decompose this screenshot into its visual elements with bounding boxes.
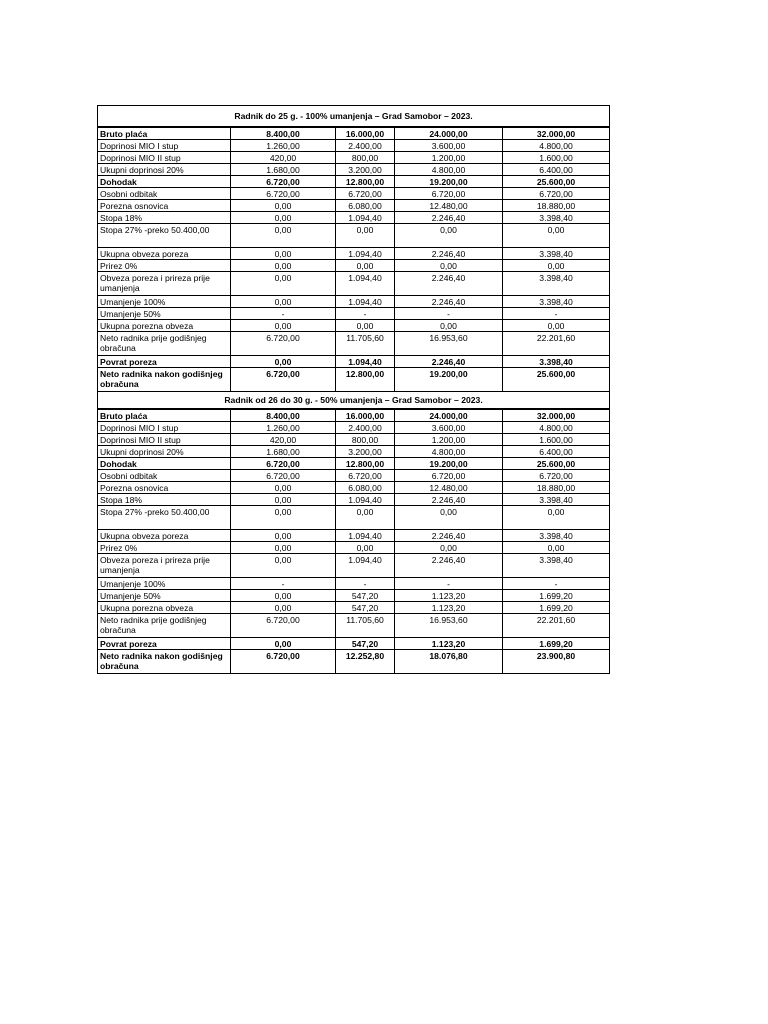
value-cell: 18.076,80: [395, 650, 503, 674]
value-cell: 23.900,80: [503, 650, 610, 674]
value-cell: 0,00: [231, 224, 336, 248]
value-cell: 0,00: [395, 542, 503, 554]
table-row: [98, 494, 610, 506]
value-cell: 0,00: [503, 224, 610, 248]
value-cell: 3.398,40: [503, 272, 610, 296]
table-row: [98, 212, 610, 224]
table-row: [98, 409, 610, 422]
value-cell: 3.398,40: [503, 494, 610, 506]
value-cell: 12.800,00: [336, 368, 395, 392]
value-cell: 22.201,60: [503, 614, 610, 638]
value-cell: 1.123,20: [395, 602, 503, 614]
value-cell: -: [395, 578, 503, 590]
value-cell: 1.094,40: [336, 296, 395, 308]
value-cell: 1.260,00: [231, 140, 336, 152]
value-cell: 25.600,00: [503, 458, 610, 470]
value-cell: 547,20: [336, 590, 395, 602]
value-cell: 2.400,00: [336, 140, 395, 152]
row-label: Ukupna porezna obveza: [98, 602, 231, 614]
value-cell: 800,00: [336, 152, 395, 164]
row-label: Stopa 27% -preko 50.400,00: [98, 506, 231, 530]
table-row: [98, 554, 610, 578]
value-cell: 16.953,60: [395, 614, 503, 638]
value-cell: -: [231, 308, 336, 320]
value-cell: 32.000,00: [503, 409, 610, 422]
row-label: Ukupni doprinosi 20%: [98, 446, 231, 458]
row-label: Obveza poreza i prireza prije umanjenja: [98, 272, 231, 296]
value-cell: 0,00: [231, 320, 336, 332]
value-cell: 2.246,40: [395, 248, 503, 260]
section-title: Radnik do 25 g. - 100% umanjenja – Grad Samobor – 2023.: [98, 106, 610, 128]
value-cell: 19.200,00: [395, 458, 503, 470]
table-row: [98, 446, 610, 458]
table-row: [98, 368, 610, 392]
value-cell: 1.600,00: [503, 434, 610, 446]
value-cell: 1.260,00: [231, 422, 336, 434]
table-row: [98, 506, 610, 530]
value-cell: 2.400,00: [336, 422, 395, 434]
value-cell: 6.720,00: [503, 188, 610, 200]
row-label: Ukupni doprinosi 20%: [98, 164, 231, 176]
value-cell: 16.953,60: [395, 332, 503, 356]
value-cell: 22.201,60: [503, 332, 610, 356]
value-cell: -: [336, 578, 395, 590]
value-cell: 2.246,40: [395, 296, 503, 308]
row-label: Umanjenje 100%: [98, 296, 231, 308]
value-cell: 1.094,40: [336, 272, 395, 296]
value-cell: 0,00: [395, 224, 503, 248]
value-cell: 0,00: [231, 482, 336, 494]
value-cell: 6.720,00: [395, 470, 503, 482]
table-row: [98, 530, 610, 542]
value-cell: 24.000,00: [395, 409, 503, 422]
value-cell: 0,00: [395, 260, 503, 272]
value-cell: 19.200,00: [395, 176, 503, 188]
table-row: [98, 260, 610, 272]
value-cell: 8.400,00: [231, 409, 336, 422]
value-cell: 0,00: [231, 590, 336, 602]
value-cell: 1.094,40: [336, 356, 395, 368]
value-cell: 0,00: [503, 320, 610, 332]
row-label: Bruto plaća: [98, 127, 231, 140]
value-cell: 12.800,00: [336, 176, 395, 188]
value-cell: 4.800,00: [503, 140, 610, 152]
value-cell: 0,00: [231, 494, 336, 506]
value-cell: 3.398,40: [503, 212, 610, 224]
value-cell: -: [395, 308, 503, 320]
value-cell: 6.720,00: [336, 470, 395, 482]
value-cell: 800,00: [336, 434, 395, 446]
table-row: [98, 164, 610, 176]
table-row: [98, 272, 610, 296]
value-cell: 1.094,40: [336, 248, 395, 260]
value-cell: 1.680,00: [231, 164, 336, 176]
value-cell: 16.000,00: [336, 409, 395, 422]
row-label: Prirez 0%: [98, 260, 231, 272]
row-label: Povrat poreza: [98, 638, 231, 650]
row-label: Obveza poreza i prireza prije umanjenja: [98, 554, 231, 578]
value-cell: 0,00: [231, 260, 336, 272]
value-cell: 0,00: [231, 530, 336, 542]
value-cell: 3.600,00: [395, 422, 503, 434]
row-label: Stopa 18%: [98, 212, 231, 224]
row-label: Umanjenje 50%: [98, 590, 231, 602]
row-label: Ukupna obveza poreza: [98, 530, 231, 542]
table-row: [98, 422, 610, 434]
value-cell: 1.094,40: [336, 530, 395, 542]
value-cell: 3.398,40: [503, 248, 610, 260]
value-cell: 0,00: [336, 320, 395, 332]
value-cell: 0,00: [231, 602, 336, 614]
value-cell: 24.000,00: [395, 127, 503, 140]
row-label: Dohodak: [98, 176, 231, 188]
value-cell: 0,00: [231, 506, 336, 530]
value-cell: 0,00: [503, 506, 610, 530]
value-cell: 1.123,20: [395, 638, 503, 650]
value-cell: 12.480,00: [395, 482, 503, 494]
value-cell: 18.880,00: [503, 200, 610, 212]
row-label: Prirez 0%: [98, 542, 231, 554]
value-cell: 0,00: [231, 638, 336, 650]
value-cell: -: [503, 578, 610, 590]
section-header-row: [98, 106, 610, 128]
value-cell: 4.800,00: [395, 164, 503, 176]
row-label: Doprinosi MIO II stup: [98, 152, 231, 164]
value-cell: 3.200,00: [336, 164, 395, 176]
row-label: Neto radnika prije godišnjeg obračuna: [98, 332, 231, 356]
row-label: Ukupna obveza poreza: [98, 248, 231, 260]
row-label: Dohodak: [98, 458, 231, 470]
table-row: [98, 248, 610, 260]
value-cell: 1.200,00: [395, 152, 503, 164]
row-label: Osobni odbitak: [98, 188, 231, 200]
value-cell: 1.094,40: [336, 212, 395, 224]
table-row: [98, 650, 610, 674]
table-row: [98, 482, 610, 494]
value-cell: 0,00: [231, 200, 336, 212]
value-cell: 6.720,00: [231, 176, 336, 188]
value-cell: 2.246,40: [395, 494, 503, 506]
value-cell: 0,00: [395, 506, 503, 530]
row-label: Stopa 18%: [98, 494, 231, 506]
value-cell: 8.400,00: [231, 127, 336, 140]
table-row: [98, 320, 610, 332]
value-cell: 0,00: [336, 506, 395, 530]
value-cell: 19.200,00: [395, 368, 503, 392]
value-cell: 1.699,20: [503, 602, 610, 614]
row-label: Neto radnika nakon godišnjeg obračuna: [98, 650, 231, 674]
value-cell: 2.246,40: [395, 530, 503, 542]
value-cell: 6.720,00: [231, 614, 336, 638]
value-cell: 11.705,60: [336, 614, 395, 638]
table-row: [98, 308, 610, 320]
row-label: Bruto plaća: [98, 409, 231, 422]
value-cell: 4.800,00: [503, 422, 610, 434]
table-row: [98, 296, 610, 308]
value-cell: 1.094,40: [336, 554, 395, 578]
value-cell: 0,00: [231, 272, 336, 296]
value-cell: 3.398,40: [503, 554, 610, 578]
table-row: [98, 602, 610, 614]
value-cell: -: [231, 578, 336, 590]
value-cell: 12.252,80: [336, 650, 395, 674]
row-label: Porezna osnovica: [98, 482, 231, 494]
value-cell: 25.600,00: [503, 176, 610, 188]
value-cell: 6.400,00: [503, 164, 610, 176]
row-label: Umanjenje 50%: [98, 308, 231, 320]
value-cell: 6.720,00: [231, 332, 336, 356]
tax-calculation-table: [97, 105, 610, 674]
value-cell: 6.720,00: [231, 470, 336, 482]
value-cell: 0,00: [231, 296, 336, 308]
row-label: Neto radnika nakon godišnjeg obračuna: [98, 368, 231, 392]
table-row: [98, 224, 610, 248]
row-label: Osobni odbitak: [98, 470, 231, 482]
value-cell: 0,00: [503, 542, 610, 554]
document-page: [97, 105, 609, 674]
value-cell: 6.400,00: [503, 446, 610, 458]
value-cell: 0,00: [231, 356, 336, 368]
table-row: [98, 176, 610, 188]
row-label: Povrat poreza: [98, 356, 231, 368]
value-cell: 12.480,00: [395, 200, 503, 212]
value-cell: 1.699,20: [503, 590, 610, 602]
value-cell: 1.699,20: [503, 638, 610, 650]
value-cell: 6.720,00: [336, 188, 395, 200]
value-cell: 0,00: [503, 260, 610, 272]
table-row: [98, 152, 610, 164]
value-cell: 18.880,00: [503, 482, 610, 494]
table-row: [98, 458, 610, 470]
table-row: [98, 614, 610, 638]
table-row: [98, 332, 610, 356]
value-cell: 0,00: [231, 542, 336, 554]
table-row: [98, 578, 610, 590]
table-row: [98, 356, 610, 368]
row-label: Neto radnika prije godišnjeg obračuna: [98, 614, 231, 638]
value-cell: 6.720,00: [231, 188, 336, 200]
table-row: [98, 542, 610, 554]
value-cell: 0,00: [336, 542, 395, 554]
value-cell: 6.720,00: [231, 368, 336, 392]
value-cell: 0,00: [231, 212, 336, 224]
value-cell: -: [503, 308, 610, 320]
table-row: [98, 434, 610, 446]
value-cell: 547,20: [336, 638, 395, 650]
table-row: [98, 140, 610, 152]
value-cell: 32.000,00: [503, 127, 610, 140]
row-label: Ukupna porezna obveza: [98, 320, 231, 332]
row-label: Doprinosi MIO II stup: [98, 434, 231, 446]
table-row: [98, 200, 610, 212]
row-label: Umanjenje 100%: [98, 578, 231, 590]
value-cell: 0,00: [336, 260, 395, 272]
value-cell: 1.200,00: [395, 434, 503, 446]
table-body: [98, 106, 610, 674]
value-cell: 2.246,40: [395, 212, 503, 224]
value-cell: 12.800,00: [336, 458, 395, 470]
value-cell: 0,00: [336, 224, 395, 248]
value-cell: 3.398,40: [503, 296, 610, 308]
value-cell: 0,00: [231, 554, 336, 578]
value-cell: 1.680,00: [231, 446, 336, 458]
value-cell: 3.600,00: [395, 140, 503, 152]
row-label: Doprinosi MIO I stup: [98, 422, 231, 434]
table-row: [98, 638, 610, 650]
value-cell: 11.705,60: [336, 332, 395, 356]
value-cell: 3.398,40: [503, 530, 610, 542]
value-cell: 3.398,40: [503, 356, 610, 368]
value-cell: 6.720,00: [231, 458, 336, 470]
value-cell: 6.080,00: [336, 200, 395, 212]
value-cell: 25.600,00: [503, 368, 610, 392]
value-cell: 16.000,00: [336, 127, 395, 140]
value-cell: 547,20: [336, 602, 395, 614]
value-cell: 420,00: [231, 152, 336, 164]
table-row: [98, 127, 610, 140]
table-row: [98, 590, 610, 602]
value-cell: 6.720,00: [395, 188, 503, 200]
value-cell: 0,00: [231, 248, 336, 260]
value-cell: 1.094,40: [336, 494, 395, 506]
row-label: Porezna osnovica: [98, 200, 231, 212]
row-label: Stopa 27% -preko 50.400,00: [98, 224, 231, 248]
table-row: [98, 470, 610, 482]
value-cell: 2.246,40: [395, 554, 503, 578]
table-row: [98, 188, 610, 200]
row-label: Doprinosi MIO I stup: [98, 140, 231, 152]
value-cell: 0,00: [395, 320, 503, 332]
section-title: Radnik od 26 do 30 g. - 50% umanjenja – Grad Samobor – 2023.: [98, 392, 610, 410]
value-cell: -: [336, 308, 395, 320]
value-cell: 4.800,00: [395, 446, 503, 458]
value-cell: 420,00: [231, 434, 336, 446]
value-cell: 2.246,40: [395, 272, 503, 296]
section-header-row: [98, 392, 610, 410]
value-cell: 3.200,00: [336, 446, 395, 458]
value-cell: 6.080,00: [336, 482, 395, 494]
value-cell: 1.600,00: [503, 152, 610, 164]
value-cell: 2.246,40: [395, 356, 503, 368]
value-cell: 1.123,20: [395, 590, 503, 602]
value-cell: 6.720,00: [231, 650, 336, 674]
value-cell: 6.720,00: [503, 470, 610, 482]
